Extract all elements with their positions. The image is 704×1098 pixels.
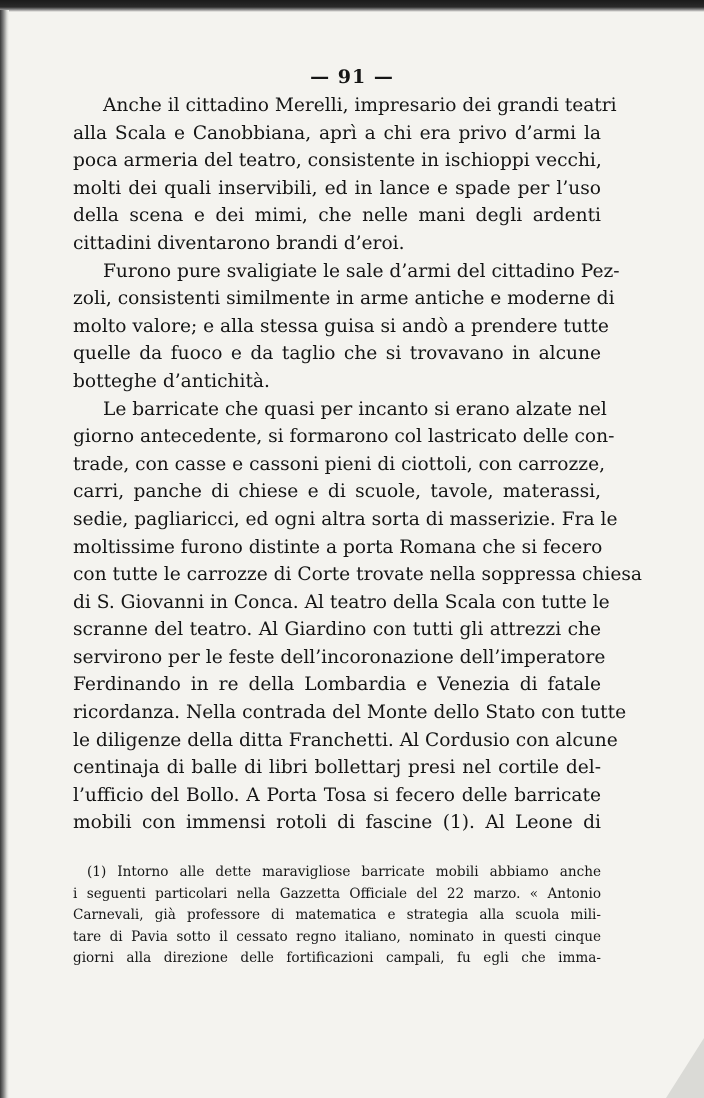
body-line: moltissime furono distinte a porta Romana che si fecero: [73, 536, 603, 558]
body-line: Furono pure svaligiate le sale d’armi del cittadino Pez-: [103, 260, 620, 282]
body-text: [73, 92, 642, 837]
body-line: cittadini diventarono brandi d’eroi.: [73, 232, 405, 254]
scan-left-edge: [0, 10, 9, 1098]
body-line: trade, con casse e cassoni pieni di ciottoli, con carrozze,: [73, 453, 606, 475]
body-line: poca armeria del teatro, consistente in ischioppi vecchi,: [73, 150, 602, 172]
body-line: scranne del teatro. Al Giardino con tutti gli attrezzi che: [73, 619, 601, 641]
footnote-line: (1) Intorno alle dette maravigliose barricate mobili abbiamo anche: [87, 864, 601, 880]
footnote-line: tare di Pavia sotto il cessato regno italiano, nominato in questi cinque: [73, 928, 601, 945]
body-line: sedie, pagliaricci, ed ogni altra sorta di masserizie. Fra le: [73, 508, 618, 530]
body-line: alla Scala e Canobbiana, aprì a chi era privo d’armi la: [73, 122, 601, 144]
body-line: zoli, consistenti similmente in arme antiche e moderne di: [73, 288, 615, 310]
body-line: ricordanza. Nella contrada del Monte dello Stato con tutte: [73, 702, 627, 724]
body-line: l’ufficio del Bollo. A Porta Tosa si fecero delle barricate: [73, 784, 601, 806]
body-line: centinaja di balle di libri bollettarj presi nel cortile del-: [73, 757, 601, 779]
body-line: mobili con immensi rotoli di fascine (1). Al Leone di: [73, 812, 601, 834]
body-line: Ferdinando in re della Lombardia e Venezia di fatale: [73, 674, 601, 696]
body-line: botteghe d’antichità.: [73, 370, 270, 392]
footnote-line: giorni alla direzione delle fortificazioni campali, fu egli che imma-: [73, 950, 601, 967]
body-line: carri, panche di chiese e di scuole, tavole, materassi,: [73, 481, 601, 503]
footnote-line: i seguenti particolari nella Gazzetta Officiale del 22 marzo. « Antonio: [73, 885, 601, 902]
footnote-line: Carnevali, già professore di matematica e strategia alla scuola mili-: [73, 907, 601, 924]
body-line: con tutte le carrozze di Corte trovate nella soppressa chiesa: [73, 564, 642, 586]
body-line: Anche il cittadino Merelli, impresario dei grandi teatri: [103, 95, 617, 116]
scan-top-edge: [0, 0, 704, 12]
body-line: di S. Giovanni in Conca. Al teatro della Scala con tutte le: [73, 591, 610, 613]
body-line: molto valore; e alla stessa guisa si andò a prendere tutte: [73, 315, 609, 337]
body-line: le diligenze della ditta Franchetti. Al Cordusio con alcune: [73, 729, 618, 751]
body-line: molti dei quali inservibili, ed in lance e spade per l’uso: [73, 177, 601, 199]
page-corner-fold: [666, 1038, 704, 1098]
footnote: [73, 862, 601, 970]
body-line: servirono per le feste dell’incoronazione dell’imperatore: [73, 646, 606, 668]
body-line: Le barricate che quasi per incanto si erano alzate nel: [103, 398, 607, 420]
page-number: — 91 —: [310, 66, 394, 88]
body-line: della scena e dei mimi, che nelle mani degli ardenti: [73, 205, 601, 227]
body-line: giorno antecedente, si formarono col lastricato delle con-: [73, 426, 615, 448]
body-line: quelle da fuoco e da taglio che si trovavano in alcune: [73, 343, 601, 365]
